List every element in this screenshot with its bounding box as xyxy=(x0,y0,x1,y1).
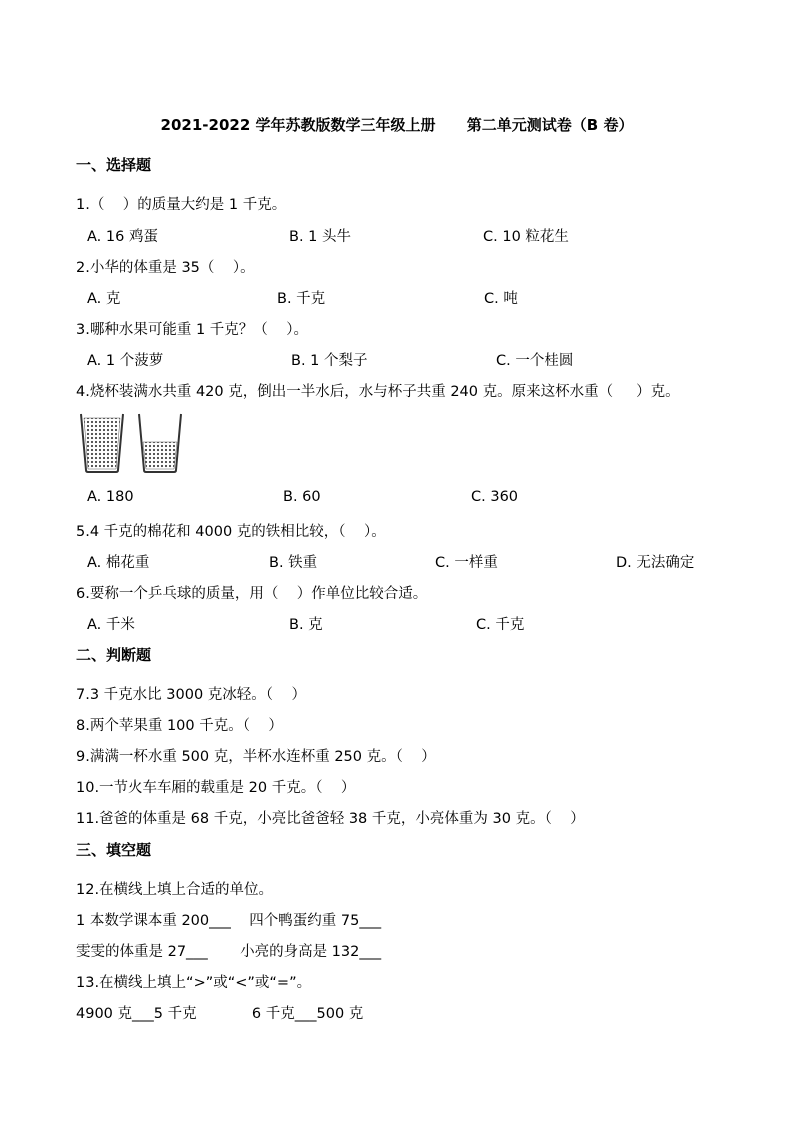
question-7: 7.3 千克水比 3000 克冰轻。（ ） xyxy=(76,687,306,703)
question-5: 5.4 千克的棉花和 4000 克的铁相比较，（ ）。 xyxy=(76,524,386,540)
question-4: 4.烧杯装满水共重 420 克，倒出一半水后，水与杯子共重 240 克。原来这杯水重（ ）克。 xyxy=(76,384,680,400)
q4-option-c: C. 360 xyxy=(471,489,519,505)
page-title: 2021-2022 学年苏教版数学三年级上册 第二单元测试卷（B 卷） xyxy=(160,116,634,134)
q5-option-b: B. 铁重 xyxy=(269,555,318,571)
section-fill-heading: 三、填空题 xyxy=(76,841,152,859)
q3-option-a: A. 1 个菠萝 xyxy=(87,353,164,369)
q6-option-a: A. 千米 xyxy=(87,617,135,633)
half-beaker-icon xyxy=(136,412,184,474)
q4-option-a: A. 180 xyxy=(87,489,134,505)
question-11: 11.爸爸的体重是 68 千克，小亮比爸爸轻 38 千克，小亮体重为 30 克。（ ） xyxy=(76,811,585,827)
question-9: 9.满满一杯水重 500 克，半杯水连杯重 250 克。（ ） xyxy=(76,749,436,765)
q2-option-a: A. 克 xyxy=(87,291,121,307)
question-3: 3.哪种水果可能重 1 千克？（ ）。 xyxy=(76,322,308,338)
full-beaker-icon xyxy=(78,412,126,474)
q5-option-d: D. 无法确定 xyxy=(616,555,695,571)
q5-option-a: A. 棉花重 xyxy=(87,555,150,571)
question-13-line-1: 4900 克___5 千克 6 千克___500 克 xyxy=(76,1006,364,1022)
question-12: 12.在横线上填上合适的单位。 xyxy=(76,882,274,898)
question-12-line-2: 雯雯的体重是 27___ 小亮的身高是 132___ xyxy=(76,944,382,960)
q6-option-b: B. 克 xyxy=(289,617,323,633)
q2-option-c: C. 吨 xyxy=(484,291,518,307)
question-6: 6.要称一个乒乓球的质量，用（ ）作单位比较合适。 xyxy=(76,586,428,602)
question-13: 13.在横线上填上“>”或“<”或“=”。 xyxy=(76,975,312,991)
q6-option-c: C. 千克 xyxy=(476,617,525,633)
section-choice-heading: 一、选择题 xyxy=(76,156,152,174)
question-8: 8.两个苹果重 100 千克。（ ） xyxy=(76,718,283,734)
q5-option-c: C. 一样重 xyxy=(435,555,498,571)
question-10: 10.一节火车车厢的载重是 20 千克。（ ） xyxy=(76,780,356,796)
question-1: 1.（ ）的质量大约是 1 千克。 xyxy=(76,197,287,213)
q1-option-b: B. 1 头牛 xyxy=(289,229,352,245)
section-judge-heading: 二、判断题 xyxy=(76,646,152,664)
question-2: 2.小华的体重是 35（ ）。 xyxy=(76,260,255,276)
q1-option-a: A. 16 鸡蛋 xyxy=(87,229,158,245)
q1-option-c: C. 10 粒花生 xyxy=(483,229,569,245)
q2-option-b: B. 千克 xyxy=(277,291,326,307)
q3-option-b: B. 1 个梨子 xyxy=(291,353,368,369)
question-12-line-1: 1 本数学课本重 200___ 四个鸭蛋约重 75___ xyxy=(76,913,382,929)
q3-option-c: C. 一个桂圆 xyxy=(496,353,574,369)
q4-option-b: B. 60 xyxy=(283,489,321,505)
